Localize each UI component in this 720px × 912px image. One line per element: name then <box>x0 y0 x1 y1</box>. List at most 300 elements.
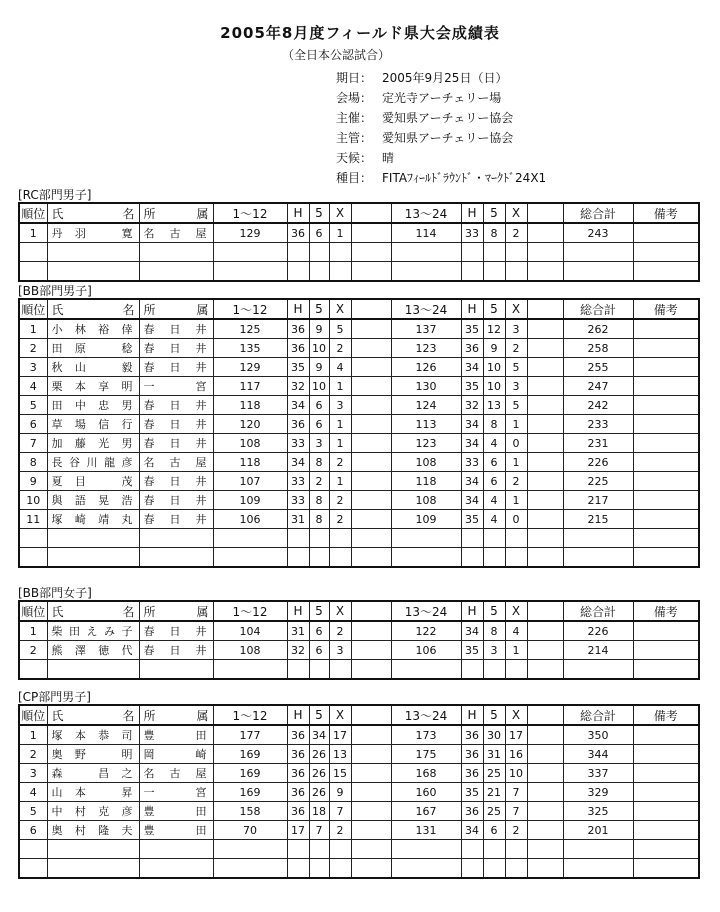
first-h-cell: 31 <box>287 510 309 529</box>
empty-cell <box>391 548 461 568</box>
first-h-cell: 32 <box>287 641 309 660</box>
first-half-score-cell: 107 <box>213 472 287 491</box>
event-info-row <box>336 68 546 88</box>
header-x: X <box>505 601 527 621</box>
second-x-cell: 7 <box>505 783 527 802</box>
empty-cell <box>527 660 563 680</box>
remarks-cell <box>633 745 699 764</box>
empty-cell <box>505 243 527 262</box>
header-second-half: 13～24 <box>391 601 461 621</box>
archer-name-cell: 塚本恭司 <box>47 725 139 745</box>
empty-cell <box>19 243 47 262</box>
empty-cell <box>351 243 391 262</box>
remarks-cell <box>633 821 699 840</box>
table-row <box>19 745 699 764</box>
second-5-cell: 8 <box>483 621 505 641</box>
header-x: X <box>505 203 527 223</box>
table-row <box>19 358 699 377</box>
club-cell: 春日井 <box>139 621 213 641</box>
empty-cell <box>351 262 391 282</box>
table-header-row <box>19 601 699 621</box>
empty-cell <box>483 548 505 568</box>
empty-cell <box>633 243 699 262</box>
total-score-cell: 258 <box>563 339 633 358</box>
spacer-cell <box>351 396 391 415</box>
empty-cell <box>483 840 505 859</box>
spacer-cell <box>527 764 563 783</box>
archer-name-cell: 田原 稔 <box>47 339 139 358</box>
remarks-cell <box>633 415 699 434</box>
remarks-cell <box>633 641 699 660</box>
table-row <box>19 491 699 510</box>
first-x-cell: 1 <box>329 415 351 434</box>
first-half-score-cell: 109 <box>213 491 287 510</box>
header-total: 総合計 <box>563 601 633 621</box>
rank-cell: 5 <box>19 396 47 415</box>
empty-cell <box>309 840 329 859</box>
empty-cell <box>19 548 47 568</box>
header-rank: 順位 <box>19 299 47 319</box>
second-h-cell: 35 <box>461 319 483 339</box>
second-x-cell: 1 <box>505 453 527 472</box>
header-name-1: 氏 <box>51 604 64 619</box>
spacer-cell <box>527 358 563 377</box>
club-cell: 豊田 <box>139 725 213 745</box>
spacer-cell <box>527 453 563 472</box>
header-name-1: 氏 <box>51 302 64 317</box>
results-table <box>18 600 700 680</box>
header-club-1: 所 <box>143 604 156 619</box>
first-half-score-cell: 120 <box>213 415 287 434</box>
second-h-cell: 34 <box>461 621 483 641</box>
section-label: [BB部門女子] <box>18 586 92 600</box>
second-h-cell: 34 <box>461 434 483 453</box>
spacer-cell <box>351 621 391 641</box>
first-half-score-cell: 125 <box>213 319 287 339</box>
first-5-cell: 6 <box>309 621 329 641</box>
first-x-cell: 1 <box>329 434 351 453</box>
second-5-cell: 12 <box>483 319 505 339</box>
table-row <box>19 415 699 434</box>
header-name <box>47 601 139 621</box>
spacer-cell <box>527 510 563 529</box>
archer-name-cell: 夏目 茂 <box>47 472 139 491</box>
first-5-cell: 26 <box>309 783 329 802</box>
total-score-cell: 262 <box>563 319 633 339</box>
event-info-value: 晴 <box>382 151 395 165</box>
header-remarks: 備考 <box>633 601 699 621</box>
header-club <box>139 705 213 725</box>
first-h-cell: 34 <box>287 396 309 415</box>
first-h-cell: 36 <box>287 319 309 339</box>
empty-cell <box>309 548 329 568</box>
second-5-cell: 31 <box>483 745 505 764</box>
empty-cell <box>213 262 287 282</box>
first-half-score-cell: 177 <box>213 725 287 745</box>
rank-cell: 8 <box>19 453 47 472</box>
table-row <box>19 764 699 783</box>
event-info-row <box>336 148 546 168</box>
table-row <box>19 396 699 415</box>
header-name-1: 氏 <box>51 708 64 723</box>
first-half-score-cell: 117 <box>213 377 287 396</box>
header-5: 5 <box>483 705 505 725</box>
empty-cell <box>527 529 563 548</box>
rank-cell: 6 <box>19 821 47 840</box>
empty-cell <box>287 660 309 680</box>
second-5-cell: 8 <box>483 415 505 434</box>
empty-cell <box>505 548 527 568</box>
empty-cell <box>527 840 563 859</box>
spacer-cell <box>527 491 563 510</box>
empty-cell <box>329 243 351 262</box>
header-club-2: 属 <box>196 708 209 723</box>
empty-cell <box>213 859 287 879</box>
first-x-cell: 2 <box>329 453 351 472</box>
first-x-cell: 17 <box>329 725 351 745</box>
second-5-cell: 4 <box>483 434 505 453</box>
header-h: H <box>461 299 483 319</box>
event-info <box>336 68 546 188</box>
header-spacer <box>351 601 391 621</box>
empty-cell <box>287 262 309 282</box>
first-half-score-cell: 118 <box>213 453 287 472</box>
header-second-half: 13～24 <box>391 299 461 319</box>
empty-cell <box>47 529 139 548</box>
archer-name-cell: 秋山 毅 <box>47 358 139 377</box>
header-h: H <box>461 601 483 621</box>
empty-row <box>19 529 699 548</box>
event-info-row <box>336 108 546 128</box>
second-x-cell: 0 <box>505 510 527 529</box>
empty-cell <box>139 262 213 282</box>
remarks-cell <box>633 223 699 243</box>
first-5-cell: 10 <box>309 339 329 358</box>
rank-cell: 2 <box>19 745 47 764</box>
total-score-cell: 247 <box>563 377 633 396</box>
first-half-score-cell: 169 <box>213 764 287 783</box>
table-row <box>19 434 699 453</box>
header-5: 5 <box>309 299 329 319</box>
rank-cell: 5 <box>19 802 47 821</box>
empty-row <box>19 840 699 859</box>
header-x: X <box>505 705 527 725</box>
first-5-cell: 9 <box>309 358 329 377</box>
header-total: 総合計 <box>563 299 633 319</box>
spacer-cell <box>527 396 563 415</box>
first-half-score-cell: 106 <box>213 510 287 529</box>
second-h-cell: 36 <box>461 725 483 745</box>
header-first-half: 1～12 <box>213 299 287 319</box>
event-info-key: 期日： <box>336 71 373 85</box>
header-h: H <box>287 299 309 319</box>
header-club <box>139 601 213 621</box>
first-5-cell: 6 <box>309 415 329 434</box>
first-h-cell: 35 <box>287 358 309 377</box>
first-half-score-cell: 129 <box>213 358 287 377</box>
second-h-cell: 32 <box>461 396 483 415</box>
spacer-cell <box>351 510 391 529</box>
empty-cell <box>461 243 483 262</box>
second-5-cell: 30 <box>483 725 505 745</box>
remarks-cell <box>633 491 699 510</box>
empty-cell <box>391 660 461 680</box>
empty-cell <box>563 840 633 859</box>
remarks-cell <box>633 453 699 472</box>
total-score-cell: 225 <box>563 472 633 491</box>
second-x-cell: 3 <box>505 319 527 339</box>
event-info-value: 愛知県アーチェリー協会 <box>382 131 514 145</box>
spacer-cell <box>527 434 563 453</box>
archer-name-cell: 栗本享明 <box>47 377 139 396</box>
first-half-score-cell: 104 <box>213 621 287 641</box>
first-x-cell: 2 <box>329 621 351 641</box>
second-5-cell: 4 <box>483 510 505 529</box>
rank-cell: 2 <box>19 339 47 358</box>
first-h-cell: 36 <box>287 802 309 821</box>
second-h-cell: 34 <box>461 472 483 491</box>
empty-cell <box>483 262 505 282</box>
empty-cell <box>391 529 461 548</box>
first-h-cell: 33 <box>287 472 309 491</box>
archer-name-cell: 與語晃浩 <box>47 491 139 510</box>
second-h-cell: 36 <box>461 745 483 764</box>
second-5-cell: 6 <box>483 472 505 491</box>
empty-cell <box>213 548 287 568</box>
remarks-cell <box>633 621 699 641</box>
spacer-cell <box>527 377 563 396</box>
archer-name-cell: 熊澤徳代 <box>47 641 139 660</box>
first-h-cell: 33 <box>287 491 309 510</box>
header-second-half: 13～24 <box>391 203 461 223</box>
empty-cell <box>633 840 699 859</box>
club-cell: 豊田 <box>139 821 213 840</box>
header-spacer <box>351 299 391 319</box>
second-h-cell: 36 <box>461 764 483 783</box>
archer-name-cell: 長谷川龍彦 <box>47 453 139 472</box>
second-x-cell: 4 <box>505 621 527 641</box>
second-x-cell: 2 <box>505 472 527 491</box>
header-name-2: 名 <box>122 604 135 619</box>
second-h-cell: 35 <box>461 783 483 802</box>
club-cell: 春日井 <box>139 472 213 491</box>
first-x-cell: 7 <box>329 802 351 821</box>
second-h-cell: 35 <box>461 641 483 660</box>
total-score-cell: 243 <box>563 223 633 243</box>
remarks-cell <box>633 510 699 529</box>
empty-cell <box>505 660 527 680</box>
first-5-cell: 8 <box>309 453 329 472</box>
header-name-2: 名 <box>122 302 135 317</box>
event-info-value: FITAﾌｨｰﾙﾄﾞﾗｳﾝﾄﾞ・ﾏｰｸﾄﾞ24X1 <box>382 171 547 185</box>
header-name-1: 氏 <box>51 206 64 221</box>
second-half-score-cell: 109 <box>391 510 461 529</box>
total-score-cell: 350 <box>563 725 633 745</box>
empty-cell <box>19 859 47 879</box>
empty-cell <box>633 262 699 282</box>
first-x-cell: 2 <box>329 821 351 840</box>
first-5-cell: 10 <box>309 377 329 396</box>
empty-cell <box>563 262 633 282</box>
remarks-cell <box>633 339 699 358</box>
event-info-row <box>336 88 546 108</box>
second-half-score-cell: 131 <box>391 821 461 840</box>
total-score-cell: 214 <box>563 641 633 660</box>
header-h: H <box>461 705 483 725</box>
rank-cell: 10 <box>19 491 47 510</box>
results-table <box>18 202 700 282</box>
total-score-cell: 255 <box>563 358 633 377</box>
second-half-score-cell: 123 <box>391 339 461 358</box>
archer-name-cell: 森 昌之 <box>47 764 139 783</box>
empty-cell <box>213 660 287 680</box>
spacer-cell <box>527 472 563 491</box>
spacer-cell <box>527 621 563 641</box>
spacer-cell <box>527 725 563 745</box>
first-half-score-cell: 108 <box>213 434 287 453</box>
archer-name-cell: 塚崎靖丸 <box>47 510 139 529</box>
archer-name-cell: 山本 昇 <box>47 783 139 802</box>
rank-cell: 11 <box>19 510 47 529</box>
first-5-cell: 6 <box>309 223 329 243</box>
total-score-cell: 325 <box>563 802 633 821</box>
section-label: [CP部門男子] <box>18 690 91 704</box>
empty-cell <box>633 660 699 680</box>
second-half-score-cell: 173 <box>391 725 461 745</box>
club-cell: 一宮 <box>139 783 213 802</box>
club-cell: 春日井 <box>139 339 213 358</box>
second-half-score-cell: 126 <box>391 358 461 377</box>
archer-name-cell: 奥野 明 <box>47 745 139 764</box>
first-h-cell: 32 <box>287 377 309 396</box>
empty-cell <box>461 529 483 548</box>
rank-cell: 1 <box>19 319 47 339</box>
empty-row <box>19 262 699 282</box>
first-half-score-cell: 70 <box>213 821 287 840</box>
header-club <box>139 203 213 223</box>
first-x-cell: 2 <box>329 339 351 358</box>
empty-cell <box>483 660 505 680</box>
empty-cell <box>351 859 391 879</box>
first-half-score-cell: 169 <box>213 783 287 802</box>
archer-name-cell: 丹羽 寛 <box>47 223 139 243</box>
header-rank: 順位 <box>19 705 47 725</box>
empty-cell <box>309 262 329 282</box>
empty-cell <box>527 548 563 568</box>
header-5: 5 <box>483 203 505 223</box>
first-half-score-cell: 129 <box>213 223 287 243</box>
total-score-cell: 231 <box>563 434 633 453</box>
spacer-cell <box>351 472 391 491</box>
event-info-key: 主管： <box>336 131 373 145</box>
table-row <box>19 377 699 396</box>
second-half-score-cell: 167 <box>391 802 461 821</box>
header-club-2: 属 <box>196 302 209 317</box>
rank-cell: 3 <box>19 764 47 783</box>
second-5-cell: 21 <box>483 783 505 802</box>
rank-cell: 3 <box>19 358 47 377</box>
header-club-2: 属 <box>196 604 209 619</box>
rank-cell: 6 <box>19 415 47 434</box>
header-x: X <box>329 203 351 223</box>
header-rank: 順位 <box>19 203 47 223</box>
empty-cell <box>19 262 47 282</box>
remarks-cell <box>633 783 699 802</box>
rank-cell: 2 <box>19 641 47 660</box>
spacer-cell <box>351 434 391 453</box>
first-x-cell: 1 <box>329 472 351 491</box>
header-name <box>47 705 139 725</box>
second-x-cell: 7 <box>505 802 527 821</box>
first-half-score-cell: 158 <box>213 802 287 821</box>
first-half-score-cell: 118 <box>213 396 287 415</box>
table-row <box>19 802 699 821</box>
table-row <box>19 319 699 339</box>
spacer-cell <box>527 802 563 821</box>
header-first-half: 1～12 <box>213 601 287 621</box>
spacer-cell <box>351 223 391 243</box>
second-half-score-cell: 108 <box>391 491 461 510</box>
club-cell: 春日井 <box>139 415 213 434</box>
second-5-cell: 8 <box>483 223 505 243</box>
club-cell: 春日井 <box>139 491 213 510</box>
empty-cell <box>329 840 351 859</box>
second-h-cell: 36 <box>461 339 483 358</box>
empty-row <box>19 859 699 879</box>
header-5: 5 <box>483 601 505 621</box>
club-cell: 春日井 <box>139 319 213 339</box>
archer-name-cell: 奥村隆夫 <box>47 821 139 840</box>
rank-cell: 1 <box>19 725 47 745</box>
empty-cell <box>527 859 563 879</box>
empty-cell <box>329 660 351 680</box>
empty-cell <box>139 660 213 680</box>
page-title: 2005年8月度フィールド県大会成績表 <box>220 24 500 42</box>
spacer-cell <box>351 358 391 377</box>
results-table <box>18 704 700 879</box>
second-5-cell: 3 <box>483 641 505 660</box>
club-cell: 一宮 <box>139 377 213 396</box>
empty-cell <box>505 262 527 282</box>
table-header-row <box>19 203 699 223</box>
first-x-cell: 1 <box>329 223 351 243</box>
second-h-cell: 35 <box>461 377 483 396</box>
remarks-cell <box>633 802 699 821</box>
second-h-cell: 33 <box>461 453 483 472</box>
header-spacer <box>527 705 563 725</box>
table-row <box>19 621 699 641</box>
spacer-cell <box>351 641 391 660</box>
club-cell: 春日井 <box>139 510 213 529</box>
first-5-cell: 7 <box>309 821 329 840</box>
empty-cell <box>391 243 461 262</box>
empty-cell <box>633 859 699 879</box>
spacer-cell <box>351 491 391 510</box>
remarks-cell <box>633 472 699 491</box>
header-x: X <box>329 705 351 725</box>
empty-cell <box>563 243 633 262</box>
header-club <box>139 299 213 319</box>
empty-row <box>19 548 699 568</box>
first-x-cell: 15 <box>329 764 351 783</box>
total-score-cell: 215 <box>563 510 633 529</box>
remarks-cell <box>633 319 699 339</box>
empty-cell <box>483 859 505 879</box>
event-info-key: 天候： <box>336 151 373 165</box>
second-5-cell: 10 <box>483 358 505 377</box>
table-row <box>19 783 699 802</box>
second-half-score-cell: 108 <box>391 453 461 472</box>
